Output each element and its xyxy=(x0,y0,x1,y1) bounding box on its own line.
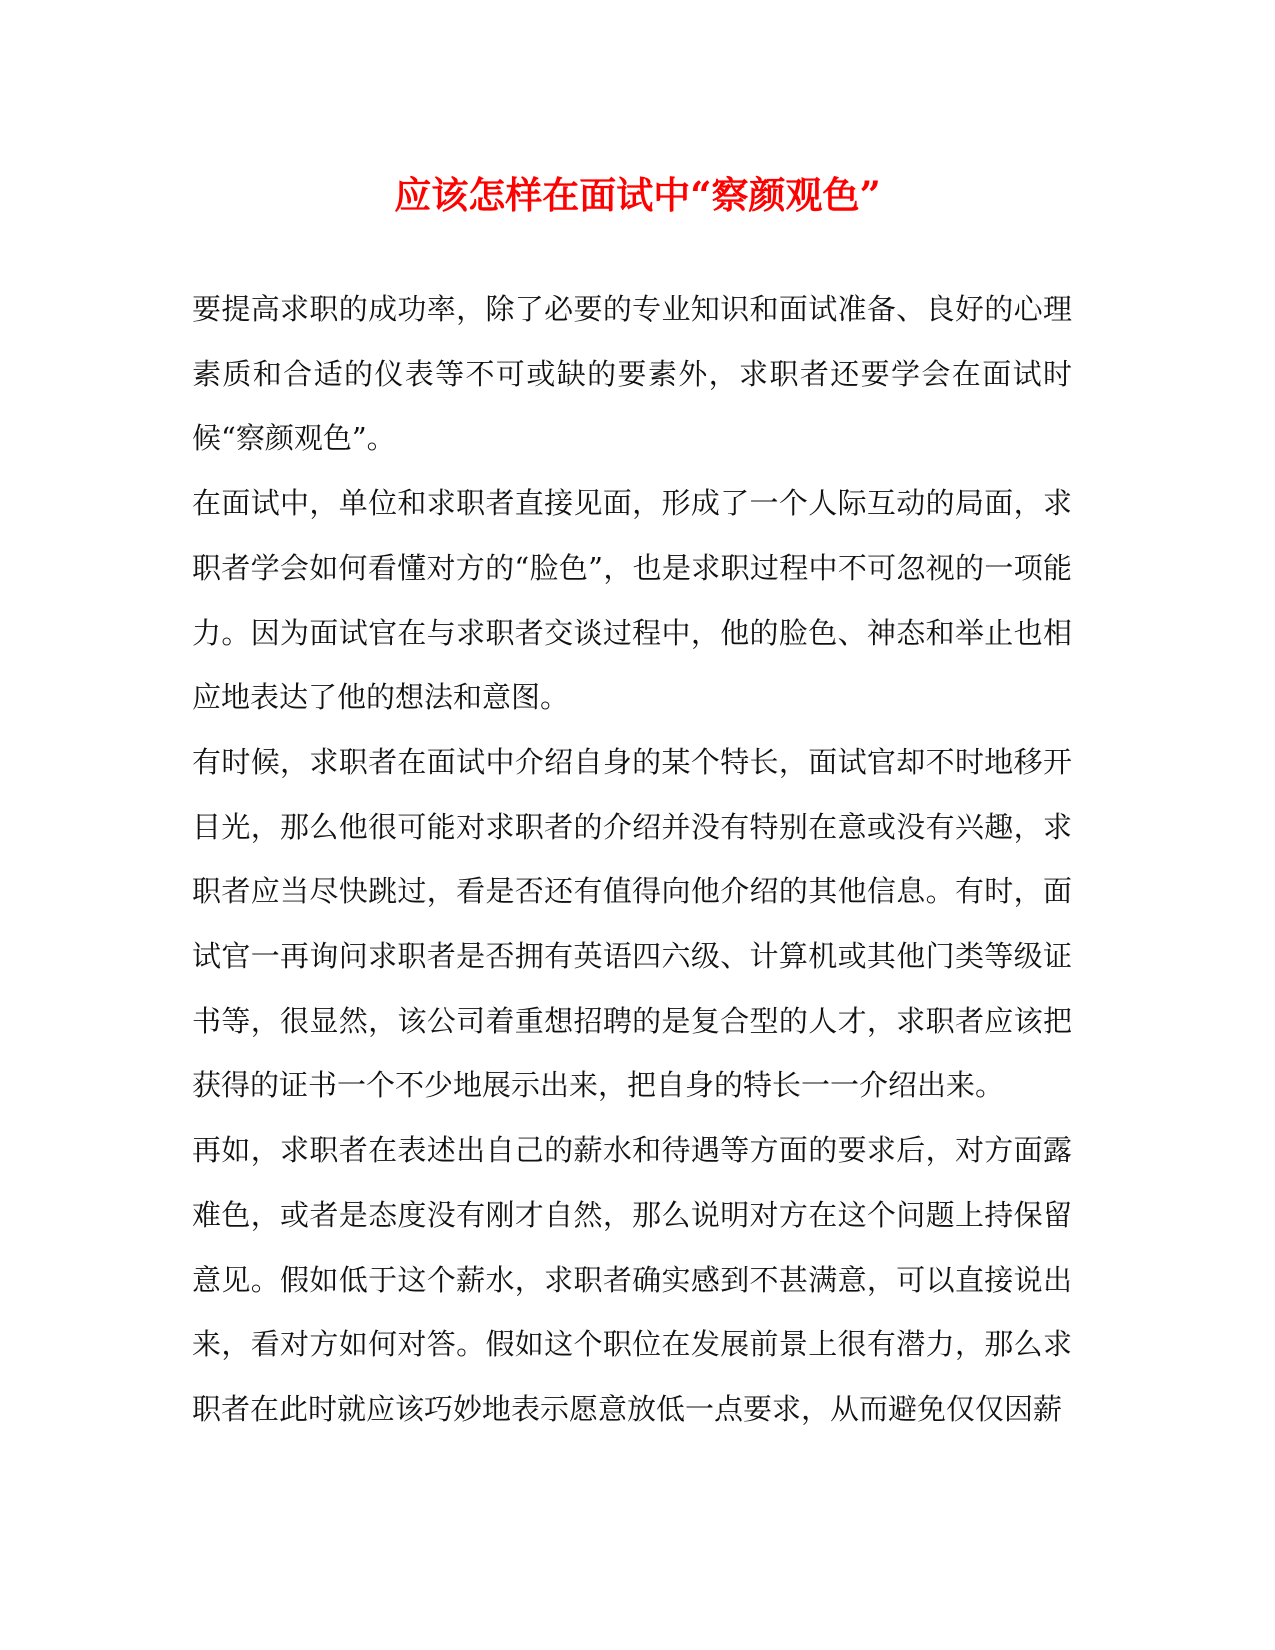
paragraph-4: 再如，求职者在表述出自己的薪水和待遇等方面的要求后，对方面露难色，或者是态度没有刚才自然，那么说明对方在这个问题上持保留意见。假如低于这个薪水，求职者确实感到不甚满意，可以直接说出来，看对方如何对答。假如这个职位在发展前景上很有潜力，那么求职者在此时就应该巧妙地表示愿意放低一点要求，从而避免仅仅因薪 xyxy=(192,1133,1072,1426)
paragraph-2: 在面试中，单位和求职者直接见面，形成了一个人际互动的局面，求职者学会如何看懂对方的“脸色”，也是求职过程中不可忽视的一项能力。因为面试官在与求职者交谈过程中，他的脸色、神态和举止也相应地表达了他的想法和意图。 xyxy=(192,486,1072,715)
document-body xyxy=(192,277,1072,1442)
paragraph-1: 要提高求职的成功率，除了必要的专业知识和面试准备、良好的心理素质和合适的仪表等不可或缺的要素外，求职者还要学会在面试时候“察颜观色”。 xyxy=(192,292,1072,456)
document-title: 应该怎样在面试中“察颜观色” xyxy=(394,173,881,217)
paragraph-3: 有时候，求职者在面试中介绍自身的某个特长，面试官却不时地移开目光，那么他很可能对求职者的介绍并没有特别在意或没有兴趣，求职者应当尽快跳过，看是否还有值得向他介绍的其他信息。有时，面试官一再询问求职者是否拥有英语四六级、计算机或其他门类等级证书等，很显然，该公司着重想招聘的是复合型的人才，求职者应该把获得的证书一个不少地展示出来，把自身的特长一一介绍出来。 xyxy=(192,744,1072,1103)
